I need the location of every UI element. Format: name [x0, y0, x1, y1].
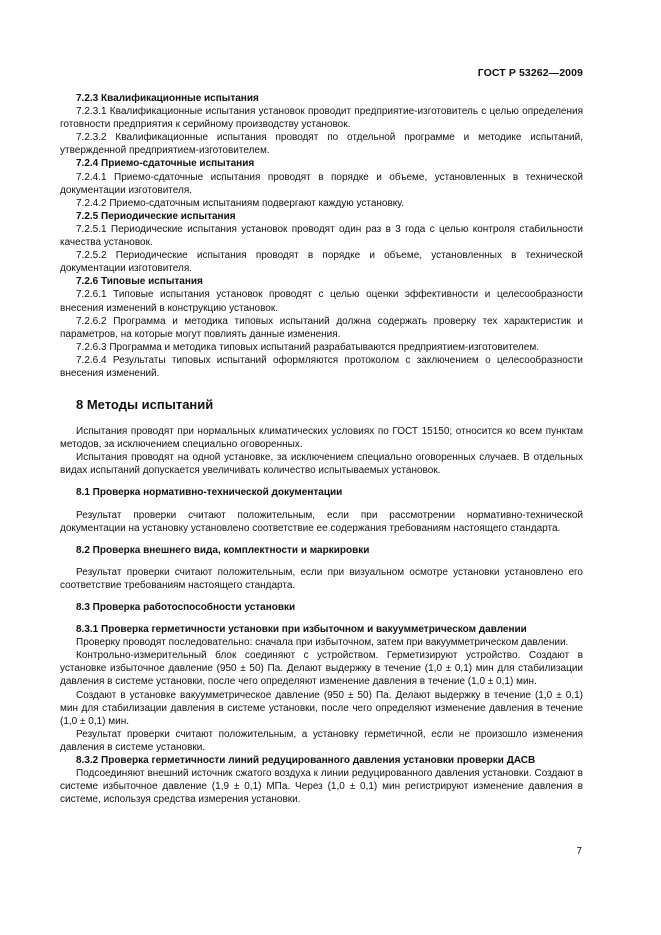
paragraph-8-2: Результат проверки считают положительным, если при визуальном осмотре установки установлено его соответствие требованиям настоящего стандарта.: [60, 566, 583, 591]
paragraph-8-3-1-d: Результат проверки считают положительным, а установку герметичной, если не произошло изменения давления в системе установки.: [60, 728, 583, 753]
paragraph-8-3-2-a: Подсоединяют внешний источник сжатого воздуха к линии редуцированного давления установки. Создают в системе избыточное давление (1,9 ± 0,1) МПа. Через (1,0 ± 0,1) мин регистрируют изменение давления в системе, используя средства измерения установки.: [60, 768, 583, 806]
section-7-2-3-title: 7.2.3 Квалификационные испытания: [76, 93, 259, 104]
page-number: 7: [576, 846, 582, 857]
section-8-3-1-title: 8.3.1 Проверка герметичности установки при избыточном и вакуумметрическом давлении: [76, 624, 527, 636]
paragraph-8-3-1-a: Проверку проводят последовательно: сначала при избыточном, затем при вакуумметрическом давлении.: [76, 637, 569, 649]
section-7-2-6-title: 7.2.6 Типовые испытания: [76, 276, 203, 288]
paragraph-7-2-5-2: 7.2.5.2 Периодические испытания проводят в порядке и объеме, установленных в технической документации изготовителя.: [60, 250, 583, 275]
section-8-3-2-title: 8.3.2 Проверка герметичности линий редуцированного давления установки проверки ДАСВ: [76, 755, 536, 767]
section-7-2-5-title: 7.2.5 Периодические испытания: [76, 210, 236, 222]
section-7-2-4-title: 7.2.4 Приемо-сдаточные испытания: [76, 158, 255, 170]
section-8-3-title: 8.3 Проверка работоспособности установки: [76, 602, 296, 613]
paragraph-7-2-6-1: 7.2.6.1 Типовые испытания установок проводят с целью оценки эффективности и целесообразности внесения изменений в конструкцию установок.: [60, 289, 583, 314]
paragraph-7-2-6-2: 7.2.6.2 Программа и методика типовых испытаний должна содержать проверку тех характеристик и параметров, на которые могут повлиять данные изменения.: [60, 315, 583, 340]
document-header: ГОСТ Р 53262—2009: [477, 67, 583, 79]
section-8-title: 8 Методы испытаний: [76, 397, 214, 413]
section-8-1-title: 8.1 Проверка нормативно-технической документации: [76, 487, 343, 499]
paragraph-7-2-5-1: 7.2.5.1 Периодические испытания установок проводят один раз в 3 года с целью контроля стабильности качества установок.: [60, 223, 583, 249]
paragraph-7-2-6-4: 7.2.6.4 Результаты типовых испытаний оформляются протоколом с заключением о целесообразности внесения изменений.: [60, 354, 583, 379]
paragraph-8-1: Результат проверки считают положительным, если при рассмотрении нормативно-технической документации на установку установлено соответствие ее содержания требованиям настоящего стандарта.: [60, 509, 583, 534]
paragraph-7-2-4-1: 7.2.4.1 Приемо-сдаточные испытания проводят в порядке и объеме, установленных в технической документации изготовителя.: [60, 171, 583, 196]
section-8-2-title: 8.2 Проверка внешнего вида, комплектности и маркировки: [76, 544, 370, 556]
paragraph-7-2-4-2: 7.2.4.2 Приемо-сдаточным испытаниям подвергают каждую установку.: [76, 197, 405, 209]
paragraph-8-intro-1: Испытания проводят при нормальных климатических условиях по ГОСТ 15150; относится ко всем пунктам методов, за исключением специально оговоренных.: [60, 426, 583, 451]
paragraph-8-3-1-b: Контрольно-измерительный блок соединяют с устройством. Герметизируют устройство. Создают в установке избыточное давление (950 ± 50) Па. Делают выдержку в течение (1,0 ± 0,1) мин для стабилизации давления в системе установки, после чего определяют изменение давления в течение (1,0 ± 0,1) мин.: [60, 650, 583, 688]
paragraph-8-3-1-c: Создают в установке вакуумметрическое давление (950 ± 50) Па. Делают выдержку в течение (1,0 ± 0,1) мин для стабилизации давления в системе установки, после чего определяют изменение давления в течение (1,0 ± 0,1) мин.: [60, 689, 583, 727]
paragraph-7-2-3-2: 7.2.3.2 Квалификационные испытания проводят по отдельной программе и методике испытаний, утвержденной предприятием-изготовителем.: [60, 132, 583, 157]
paragraph-7-2-3-1: 7.2.3.1 Квалификационные испытания установок проводит предприятие-изготовитель с целью определения готовности предприятия к серийному производству установок.: [60, 106, 583, 131]
paragraph-8-intro-2: Испытания проводят на одной установке, за исключением специально оговоренных случаев. В отдельных видах испытаний допускается увеличивать количество испытываемых установок.: [60, 452, 583, 477]
paragraph-7-2-6-3: 7.2.6.3 Программа и методика типовых испытаний разрабатываются предприятием-изготовителем.: [76, 341, 539, 353]
document-body: [60, 92, 583, 806]
